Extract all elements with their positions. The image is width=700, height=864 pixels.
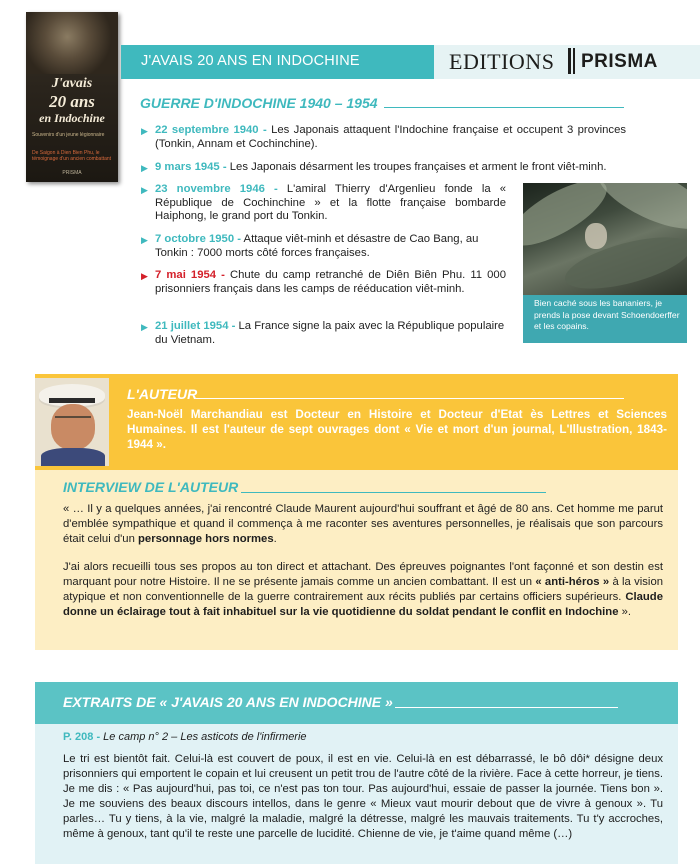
book-cover-publisher: PRISMA — [62, 170, 82, 176]
timeline-event — [141, 124, 626, 154]
timeline-event — [141, 233, 506, 263]
event-date: 21 juillet 1954 - — [155, 320, 236, 332]
publisher-logo-bar-thin — [573, 48, 575, 74]
banana-trees-photo — [523, 183, 687, 295]
interview-text: . — [273, 533, 277, 545]
author-bio: Jean-Noël Marchandiau est Docteur en Histoire et Docteur d'Etat ès Lettres et Sciences Humaines. Il est l'auteur de sept ouvrages dont « Vie et mort d'un journal, L'Illustration, 1843-1944 ». — [127, 408, 667, 451]
title-banner — [121, 45, 434, 79]
author-heading: L'AUTEUR — [127, 386, 198, 402]
extracts-heading: EXTRAITS DE « J'AVAIS 20 ANS EN INDOCHINE » — [63, 694, 393, 710]
event-text: La France signe la paix avec la République populaire du Vietnam. — [155, 320, 505, 346]
book-cover-title-line1: J'avais — [51, 76, 93, 91]
timeline-event — [141, 320, 506, 350]
extract-reference — [63, 731, 307, 743]
event-text: Attaque viêt-minh et désastre de Cao Bang, au Tonkin : 7000 morts côté forces françaises. — [155, 233, 479, 259]
book-cover-subtitle: Souvenirs d'un jeune légionnaire — [32, 132, 105, 138]
bullet-arrow-icon: ▶ — [141, 185, 148, 195]
author-heading-rule — [196, 398, 624, 399]
extracts-heading-rule — [395, 707, 618, 708]
timeline-event — [141, 161, 626, 177]
interview-text: « … Il y a quelques années, j'ai rencontré Claude Maurent aujourd'hui souffrant et âgé de 80 ans. Cet homme me parut d'emblée sympathique et quand il commença à me raconter ses aventures personnelles, je réalisais que son parcours était celui d'un — [63, 503, 663, 545]
war-heading: GUERRE D'INDOCHINE 1940 – 1954 — [140, 95, 378, 111]
event-date: 7 octobre 1950 - — [155, 233, 242, 245]
interview-heading-rule — [241, 492, 546, 493]
book-cover-title-line2: 20 ans — [49, 92, 95, 111]
photo-caption: Bien caché sous les bananiers, je prends la pose devant Schoendoerffer et les copains. — [534, 298, 680, 331]
author-portrait — [35, 378, 109, 466]
interview-text: J'ai alors recueilli tous ses propos au ton direct et attachant. Des épreuves poignantes l'ont façonné et son destin est marquant pour notre Histoire. Il ne se présente jamais comme un ancien combattant. Il est un — [63, 561, 663, 588]
publisher-logo-name: PRISMA — [581, 51, 658, 72]
event-date: 7 mai 1954 - — [155, 269, 225, 281]
publisher-logo — [441, 46, 693, 78]
timeline-event — [141, 183, 506, 227]
interview-paragraph-2 — [63, 560, 663, 620]
extract-body: Le tri est bientôt fait. Celui-là est couvert de poux, il est en vie. Celui-là en est débarrassé, le bô dôi* désigne deux prisonniers qui emportent le copain et lui creusent un petit trou de l'autre côté de la rivière. Face à cette horreur, je tiens. Je me dis : « Pas aujourd'hui, pas toi, ce n'est pas ton tour. Pas aujourd'hui, essaie de passer la journée. Tiens bon ». Je me souviens des beaux discours intellos, dans le genre « Mieux vaut mourir debout que de vivre à genoux ». Tu parles… Tu y tiens, à la vie, malgré la maladie, malgré la détresse, malgré les mauvais traitements. Tu t'y accroches, même à genoux, tant qu'il te reste une parcelle de lucidité. Chienne de vie, je t'aime quand même (…) — [63, 753, 663, 840]
book-cover-tagline: De Saigon à Dien Bien Phu, le témoignage d'un ancien combattant — [32, 150, 112, 162]
event-date: 22 septembre 1940 - — [155, 124, 267, 136]
bullet-arrow-icon: ▶ — [141, 271, 148, 281]
bullet-arrow-icon: ▶ — [141, 322, 148, 332]
book-cover-image — [26, 12, 118, 182]
event-text: L'amiral Thierry d'Argenlieu fonde la « République de Cochinchine » et la flotte française bombarde Haiphong, le grand port du Tonkin. — [155, 183, 506, 222]
photo-card — [523, 183, 687, 343]
event-date: 23 novembre 1946 - — [155, 183, 278, 195]
interview-emphasis: Claude donne un éclairage tout à fait inhabituel sur la vie quotidienne du soldat pendant le conflit en Indochine — [63, 591, 663, 618]
event-text: Les Japonais désarment les troupes françaises et arment le front viêt-minh. — [226, 161, 607, 173]
publisher-logo-editions: EDITIONS — [449, 49, 555, 74]
interview-text: ». — [618, 606, 632, 618]
event-date: 9 mars 1945 - — [155, 161, 227, 173]
interview-emphasis: « anti-héros » — [535, 576, 610, 588]
bullet-arrow-icon: ▶ — [141, 235, 148, 245]
bullet-arrow-icon: ▶ — [141, 163, 148, 173]
event-text: Chute du camp retranché de Diên Biên Phu. 11 000 prisonniers français dans les camps de rééducation viêt-minh. — [155, 269, 506, 295]
interview-paragraph-1 — [63, 502, 663, 547]
extract-page-ref: P. 208 - — [63, 731, 101, 743]
war-heading-rule — [384, 107, 624, 108]
publisher-logo-bar — [568, 48, 571, 74]
bullet-arrow-icon: ▶ — [141, 126, 148, 136]
book-cover-title-line3: en Indochine — [39, 111, 105, 125]
book-cover-photo — [26, 12, 118, 74]
interview-text: à la vision atypique et non conventionnelle de la guerre contrairement aux récits publiés par certains officiers supérieurs. — [63, 576, 664, 603]
extract-chapter: Le camp n° 2 – Les asticots de l'infirmerie — [100, 731, 307, 743]
book-title: J'AVAIS 20 ANS EN INDOCHINE — [141, 53, 360, 69]
timeline-event-highlight — [141, 269, 506, 313]
event-text: Les Japonais attaquent l'Indochine française et occupent 3 provinces (Tonkin, Annam et Cochinchine). — [155, 124, 627, 150]
interview-heading: INTERVIEW DE L'AUTEUR — [63, 479, 239, 495]
interview-emphasis: personnage hors normes — [138, 533, 274, 545]
